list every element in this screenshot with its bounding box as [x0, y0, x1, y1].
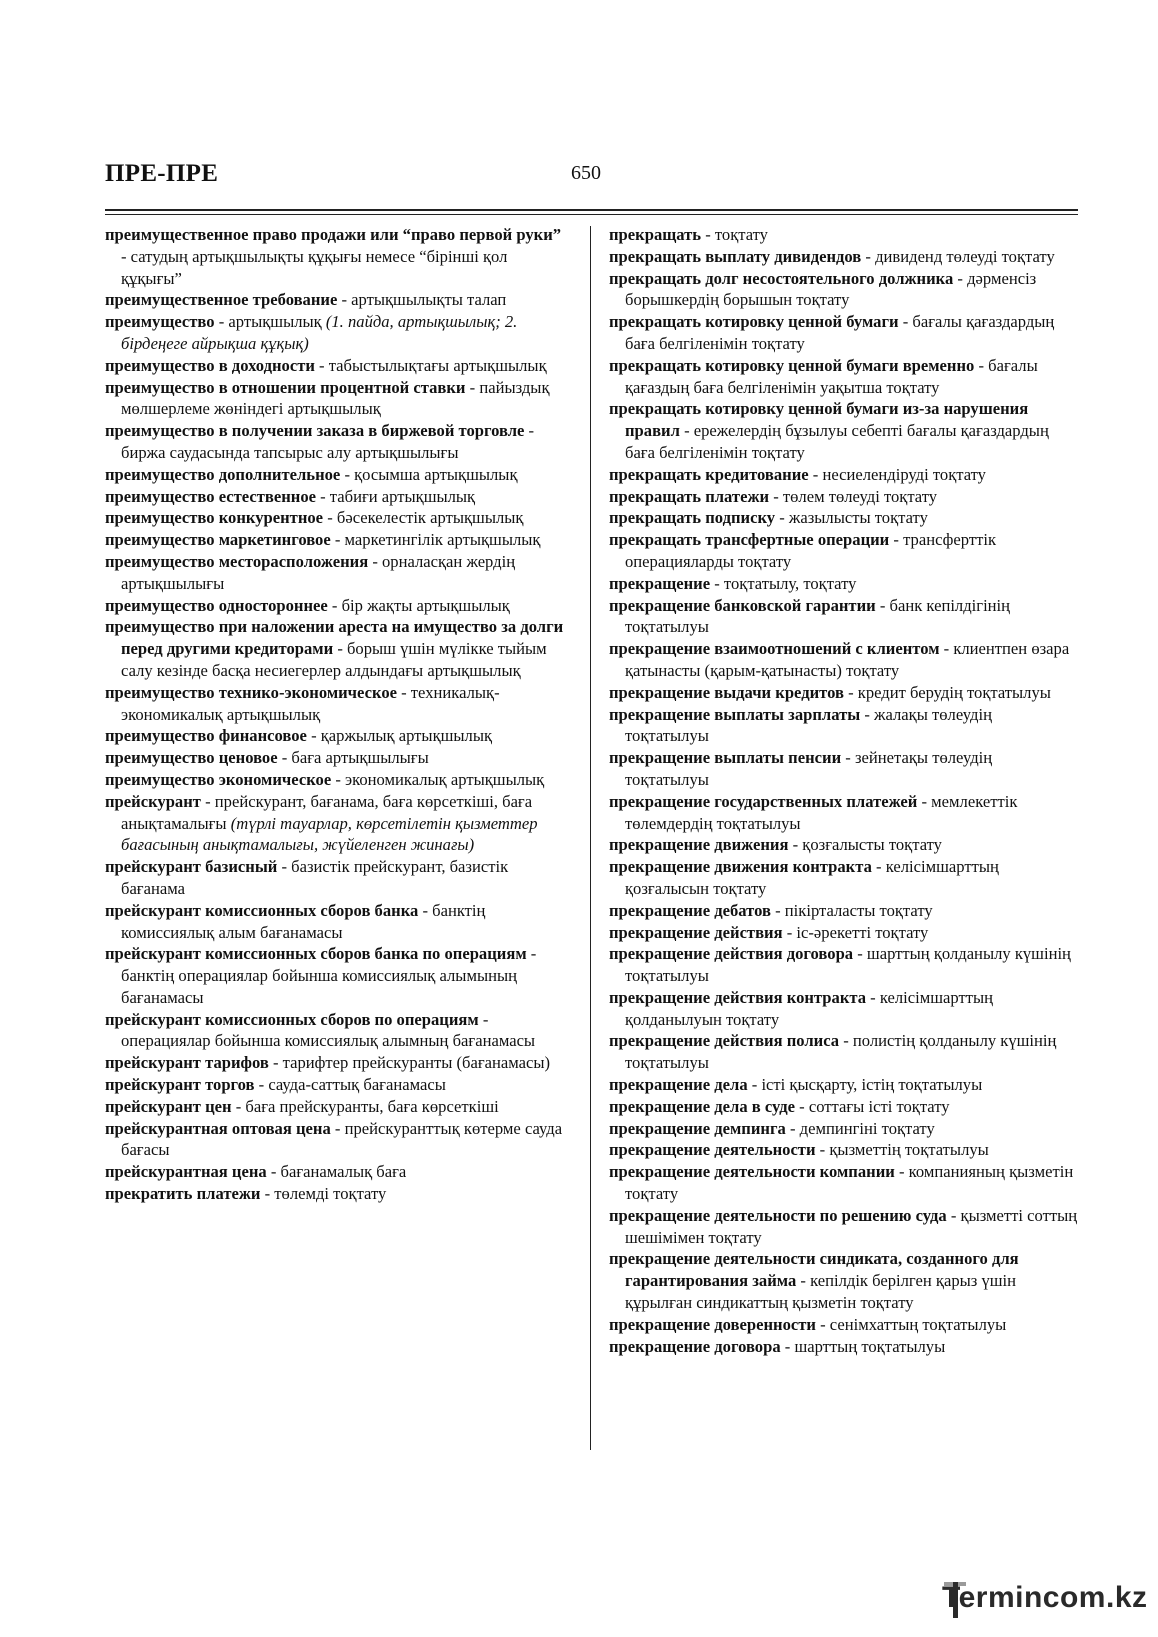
entry-definition: - соттағы істі тоқтату: [795, 1096, 950, 1116]
entry-term: прекращение договора: [609, 1336, 781, 1356]
entry-definition: - шарттың тоқтатылуы: [780, 1336, 946, 1356]
entry-definition: - бағалы қағаздардың баға белгіленімін тоқтату: [625, 312, 1055, 353]
dictionary-entry: [609, 791, 1079, 835]
dictionary-entry: [105, 856, 570, 900]
dictionary-entry: [609, 1205, 1079, 1249]
entry-term: прейскурант тарифов: [105, 1053, 269, 1073]
entry-term: прекращать котировку ценной бумаги: [609, 312, 899, 332]
entry-term: преимущество одностороннее: [105, 595, 328, 615]
entry-term: прекращение демпинга: [609, 1118, 786, 1138]
dictionary-entry: [609, 529, 1079, 573]
entry-definition: - операциялар бойынша комиссиялық алымның бағанамасы: [121, 1009, 536, 1051]
entry-definition: - банк кепілдігінің тоқтатылуы: [625, 595, 1011, 637]
entry-term: преимущество технико-экономическое: [105, 682, 397, 702]
dictionary-entry: [609, 943, 1079, 987]
entry-definition: - қозғалысты тоқтату: [788, 835, 942, 855]
entry-definition: - банктің комиссиялық алым бағанамасы: [121, 900, 486, 942]
entry-definition: - қызметтің тоқтатылуы: [815, 1140, 989, 1160]
entry-term: прекращение деятельности по решению суда: [609, 1205, 947, 1225]
entry-definition: - орналасқан жердің артықшылығы: [121, 551, 516, 593]
entry-definition: - бір жақты артықшылық: [327, 595, 510, 615]
entry-term: преимущество в отношении процентной ставки: [105, 377, 466, 397]
entry-definition: - зейнетақы төлеудің тоқтатылуы: [625, 748, 993, 789]
entry-term: прекращение: [609, 573, 711, 593]
entry-definition: - табиғи артықшылық: [315, 486, 476, 506]
entry-term: прекращать платежи: [609, 486, 770, 506]
dictionary-entry: [609, 1161, 1079, 1205]
column-divider: [590, 226, 591, 1450]
entry-term: прекращать трансфертные операции: [609, 530, 890, 550]
entry-note: (1. пайда, артықшылық; 2. бірдеңеге айрықша құқық): [121, 312, 518, 353]
dictionary-entry: [609, 224, 1079, 246]
entry-definition: - несиелендіруді тоқтату: [808, 464, 986, 484]
dictionary-entry: [105, 224, 570, 289]
entry-term: прекращение деятельности: [609, 1140, 816, 1160]
entry-term: прекращение дела: [609, 1075, 748, 1095]
dictionary-entry: [609, 704, 1079, 748]
entry-definition: - артықшылық: [214, 312, 326, 332]
entry-definition: - төлем төлеуді тоқтату: [769, 486, 938, 506]
entry-definition: - клиентпен өзара қатынасты (қарым-қатынасты) тоқтату: [625, 639, 1070, 680]
dictionary-entry: [105, 355, 570, 377]
entry-term: прекращение движения контракта: [609, 857, 872, 877]
entry-term: прекращать долг несостоятельного должника: [609, 268, 954, 288]
entry-term: прекратить платежи: [105, 1184, 261, 1204]
entry-note: (түрлі тауарлар, көрсетілетін қызметтер бағасының анықтамалығы, жүйеленген жинағы): [121, 813, 538, 855]
entry-definition: - қызметті соттың шешімімен тоқтату: [625, 1205, 1078, 1247]
page-number: 650: [571, 162, 601, 184]
dictionary-entry: [105, 529, 570, 551]
dictionary-entry: [609, 747, 1079, 791]
entry-definition: - ережелердің бұзылуы себепті бағалы қағаздардың баға белгіленімін тоқтату: [625, 421, 1049, 462]
entry-definition: - базистік прейскурант, базистік бағанама: [121, 857, 509, 898]
dictionary-entry: [105, 507, 570, 529]
entry-definition: - биржа саудасында тапсырыс алу артықшылығы: [121, 421, 535, 462]
dictionary-entry: [609, 398, 1079, 463]
dictionary-entry: [609, 464, 1079, 486]
dictionary-entry: [105, 595, 570, 617]
entry-definition: - кепілдік берілген қарыз үшін құрылған синдикаттың қызметін тоқтату: [625, 1271, 1017, 1313]
entry-definition: - банктің операциялар бойынша комиссиялық алымының бағанамасы: [121, 944, 537, 1007]
entry-term: прекращать выплату дивидендов: [609, 246, 862, 266]
dictionary-entry: [609, 1139, 1079, 1161]
entry-definition: - дәрменсіз борышкердің борышын тоқтату: [625, 268, 1037, 310]
dictionary-entry: [105, 900, 570, 944]
entry-term: прекращение выплаты зарплаты: [609, 704, 861, 724]
entry-definition: - келісімшарттың қолданылуын тоқтату: [625, 987, 993, 1029]
entry-definition: - қосымша артықшылық: [340, 464, 518, 484]
entry-term: преимущественное право продажи или “право первой руки”: [105, 225, 562, 244]
dictionary-entry: [609, 922, 1079, 944]
dictionary-entry: [609, 268, 1079, 312]
entry-definition: - мемлекеттік төлемдердің тоқтатылуы: [625, 791, 1018, 833]
dictionary-entry: [609, 573, 1079, 595]
entry-definition: - бағалы қағаздың баға белгіленімін уақытша тоқтату: [625, 355, 1038, 397]
entry-definition: - жазылысты тоқтату: [775, 508, 928, 528]
entry-term: прекращение действия контракта: [609, 987, 867, 1007]
entry-definition: - табыстылықтағы артықшылық: [314, 355, 547, 375]
entry-term: преимущество маркетинговое: [105, 530, 331, 550]
entry-definition: - прейскуранттық көтерме сауда бағасы: [121, 1118, 563, 1160]
entry-term: преимущество финансовое: [105, 726, 307, 746]
entry-term: прейскурант комиссионных сборов по операциям: [105, 1009, 479, 1029]
entry-definition: - қаржылық артықшылық: [306, 726, 493, 746]
entry-term: прекращение действия договора: [609, 944, 854, 964]
entry-term: преимущество при наложении ареста на имущество за долги перед другими кредиторами: [105, 617, 564, 659]
entry-term: преимущество естественное: [105, 486, 316, 506]
dictionary-entry: [105, 791, 570, 856]
entry-term: прекращение действия: [609, 922, 783, 942]
entry-definition: - техникалық-экономикалық артықшылық: [121, 682, 500, 724]
page-header-title: ПРЕ-ПРЕ: [105, 160, 219, 187]
dictionary-entry: [609, 1096, 1079, 1118]
dictionary-entry: [609, 1248, 1079, 1313]
dictionary-entry: [105, 616, 570, 681]
entry-definition: - пікірталасты тоқтату: [770, 900, 933, 920]
right-column: [609, 224, 1079, 1357]
entry-definition: - кредит берудің тоқтатылуы: [843, 682, 1051, 702]
entry-definition: - бәсекелестік артықшылық: [323, 508, 524, 528]
entry-definition: - полистің қолданылу күшінің тоқтатылуы: [625, 1031, 1057, 1073]
entry-term: преимущественное требование: [105, 290, 338, 310]
entry-term: преимущество ценовое: [105, 748, 278, 768]
entry-definition: - артықшылықты талап: [337, 290, 507, 310]
left-column: [105, 224, 570, 1205]
header-rule-thick: [105, 209, 1078, 211]
entry-definition: - бағанамалық баға: [266, 1162, 407, 1182]
dictionary-entry: [105, 420, 570, 464]
entry-definition: - компанияның қызметін тоқтату: [625, 1162, 1074, 1204]
entry-term: прекращать подписку: [609, 508, 776, 528]
entry-definition: - тоқтату: [701, 225, 768, 244]
entry-term: преимущество дополнительное: [105, 464, 341, 484]
entry-definition: - дивиденд төлеуді тоқтату: [861, 246, 1055, 266]
entry-definition: - шарттың қолданылу күшінің тоқтатылуы: [625, 944, 1071, 986]
entry-definition: - іс-әрекетті тоқтату: [782, 922, 929, 942]
dictionary-entry: [609, 355, 1079, 399]
entry-definition: - жалақы төлеудің тоқтатылуы: [625, 704, 992, 746]
dictionary-entry: [609, 507, 1079, 529]
dictionary-entry: [609, 900, 1079, 922]
dictionary-entry: [609, 1118, 1079, 1140]
entry-definition: - прейскурант, бағанама, баға көрсеткіші, баға анықтамалығы: [121, 791, 533, 833]
dictionary-entry: [105, 682, 570, 726]
entry-definition: - баға артықшылығы: [277, 748, 429, 768]
entry-term: прекращение дебатов: [609, 900, 771, 920]
entry-term: прекращение доверенности: [609, 1314, 816, 1334]
dictionary-entry: [105, 1118, 570, 1162]
site-watermark: Termincom.kz: [942, 1581, 1148, 1614]
dictionary-entry: [105, 464, 570, 486]
entry-definition: - пайыздық мөлшерлеме жөніндегі артықшылық: [121, 377, 550, 419]
entry-term: прекращение деятельности компании: [609, 1162, 895, 1182]
dictionary-entry: [105, 486, 570, 508]
entry-definition: - тарифтер прейскуранты (бағанамасы): [268, 1053, 551, 1073]
dictionary-entry: [609, 856, 1079, 900]
dictionary-entry: [105, 725, 570, 747]
entry-term: прейскурантная оптовая цена: [105, 1118, 331, 1138]
entry-term: прекращать котировку ценной бумаги из-за нарушения правил: [609, 399, 1029, 441]
entry-term: преимущество: [105, 312, 215, 332]
dictionary-entry: [105, 1074, 570, 1096]
entry-definition: - тоқтатылу, тоқтату: [710, 573, 857, 593]
header-rule-thin: [105, 214, 1078, 215]
entry-term: прекращение деятельности синдиката, созданного для гарантирования займа: [609, 1249, 1019, 1291]
dictionary-entry: [609, 1074, 1079, 1096]
entry-definition: - сауда-саттық бағанамасы: [254, 1075, 446, 1095]
dictionary-entry: [609, 682, 1079, 704]
dictionary-entry: [105, 377, 570, 421]
entry-definition: - экономикалық артықшылық: [331, 769, 545, 789]
entry-term: преимущество конкурентное: [105, 508, 324, 528]
entry-definition: - борыш үшін мүлікке тыйым салу кезінде басқа несиегерлер алдындағы артықшылық: [121, 639, 547, 680]
dictionary-entry: [105, 747, 570, 769]
dictionary-entry: [609, 1030, 1079, 1074]
dictionary-entry: [609, 311, 1079, 355]
entry-term: прекращение выплаты пенсии: [609, 748, 842, 768]
entry-term: прекращение государственных платежей: [609, 791, 918, 811]
entry-definition: - демпингіні тоқтату: [785, 1118, 935, 1138]
dictionary-entry: [609, 1314, 1079, 1336]
entry-term: прейскурант базисный: [105, 857, 278, 877]
entry-term: прекращение движения: [609, 835, 789, 855]
entry-definition: - істі қысқарту, істің тоқтатылуы: [747, 1075, 983, 1095]
dictionary-entry: [609, 246, 1079, 268]
entry-definition: - төлемді тоқтату: [260, 1184, 387, 1204]
entry-definition: - трансферттік операцияларды тоқтату: [625, 530, 997, 571]
dictionary-entry: [609, 595, 1079, 639]
entry-term: прекращать котировку ценной бумаги временно: [609, 355, 975, 375]
entry-term: прекращение выдачи кредитов: [609, 682, 844, 702]
dictionary-entry: [105, 289, 570, 311]
entry-term: прекращать: [609, 225, 702, 244]
dictionary-entry: [609, 834, 1079, 856]
dictionary-entry: [105, 311, 570, 355]
entry-term: прейскурант торгов: [105, 1075, 255, 1095]
dictionary-entry: [609, 486, 1079, 508]
entry-term: прейскурант комиссионных сборов банка по операциям: [105, 944, 527, 964]
dictionary-entry: [105, 1161, 570, 1183]
dictionary-entry: [105, 1183, 570, 1205]
dictionary-entry: [105, 551, 570, 595]
entry-term: прекращать кредитование: [609, 464, 809, 484]
dictionary-entry: [609, 638, 1079, 682]
entry-term: прейскурант: [105, 791, 201, 811]
entry-term: прейскурант комиссионных сборов банка: [105, 900, 419, 920]
entry-definition: - сатудың артықшылықты құқығы немесе “бірінші қол құқығы”: [121, 246, 508, 288]
dictionary-entry: [609, 987, 1079, 1031]
dictionary-entry: [105, 1009, 570, 1053]
entry-definition: - маркетингілік артықшылық: [330, 530, 541, 550]
entry-term: прекращение банковской гарантии: [609, 595, 876, 615]
entry-term: прекращение действия полиса: [609, 1031, 840, 1051]
entry-term: прейскурант цен: [105, 1096, 232, 1116]
entry-definition: - келісімшарттың қозғалысын тоқтату: [625, 857, 999, 898]
dictionary-entry: [105, 769, 570, 791]
entry-term: преимущество экономическое: [105, 769, 332, 789]
entry-term: преимущество в доходности: [105, 355, 315, 375]
entry-term: прекращение дела в суде: [609, 1096, 796, 1116]
entry-term: преимущество в получении заказа в биржевой торговле: [105, 421, 525, 441]
entry-definition: - сенімхаттың тоқтатылуы: [815, 1314, 1007, 1334]
entry-term: прекращение взаимоотношений с клиентом: [609, 639, 940, 659]
dictionary-entry: [105, 1052, 570, 1074]
dictionary-entry: [105, 1096, 570, 1118]
dictionary-entry: [105, 943, 570, 1008]
entry-term: прейскурантная цена: [105, 1162, 267, 1182]
entry-definition: - баға прейскуранты, баға көрсеткіші: [231, 1096, 499, 1116]
entry-term: преимущество месторасположения: [105, 551, 369, 571]
dictionary-entry: [609, 1336, 1079, 1358]
